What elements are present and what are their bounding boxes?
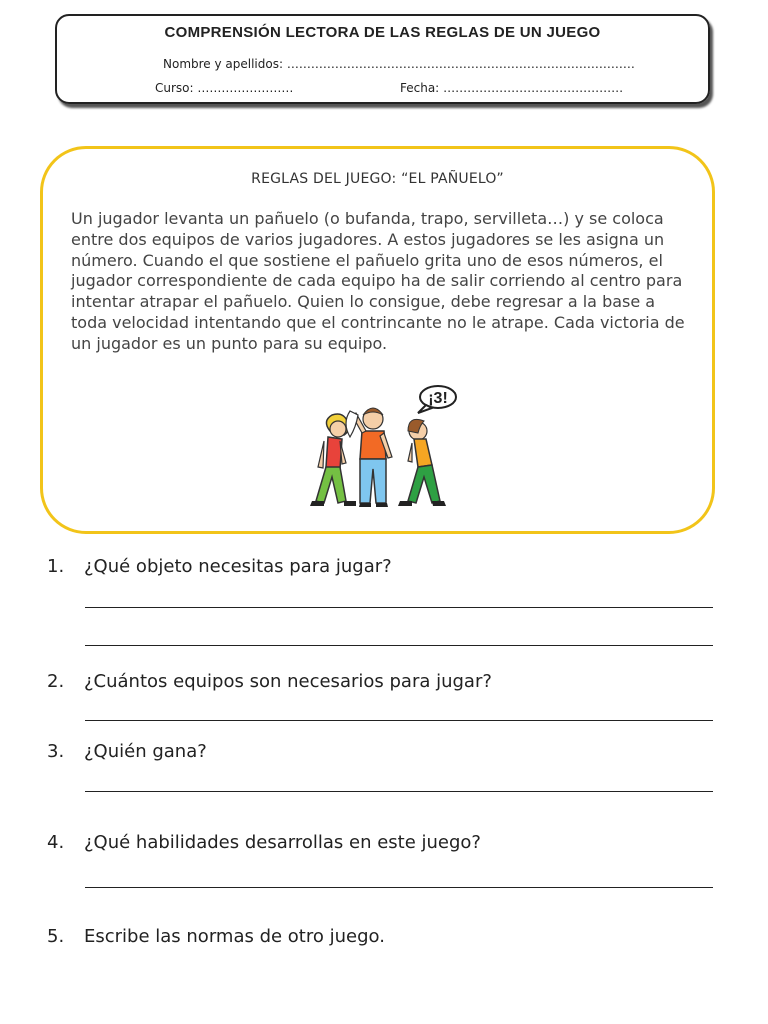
- question-4: [47, 832, 481, 853]
- date-blank[interactable]: ………………………………………: [443, 81, 624, 95]
- student-info-header: [55, 14, 710, 104]
- question-2: [47, 671, 492, 692]
- question-3: [47, 741, 207, 762]
- question-text: Escribe las normas de otro juego.: [84, 926, 385, 947]
- question-1: [47, 556, 392, 577]
- rules-text: Un jugador levanta un pañuelo (o bufanda, trapo, servilleta…) y se coloca entre dos equipos de varios jugadores. A estos jugadores se les asigna un número. Cuando el que sostiene el pañuelo grita uno de esos números, el jugador correspondiente de cada equipo ha de salir corriendo al centro para intentar atrapar el pañuelo. Quien lo consigue, debe regresar a la base a toda velocidad intentando que el contrincante no le atrape. Cada victoria de un jugador es un punto para su equipo.: [71, 209, 685, 353]
- rules-panel: [40, 146, 715, 534]
- question-text: ¿Qué habilidades desarrollas en este juego?: [84, 832, 481, 853]
- speech-bubble-text: ¡3!: [428, 390, 448, 407]
- question-5: [47, 926, 385, 947]
- date-field[interactable]: [400, 81, 623, 95]
- speech-bubble: [418, 386, 456, 413]
- name-field[interactable]: [163, 57, 635, 71]
- answer-line-1b[interactable]: [85, 645, 713, 646]
- question-text: ¿Quién gana?: [84, 741, 207, 762]
- name-label: Nombre y apellidos:: [163, 57, 284, 71]
- players-illustration: [268, 385, 478, 521]
- course-field[interactable]: [155, 81, 293, 95]
- question-number: 3.: [47, 741, 65, 762]
- date-label: Fecha:: [400, 81, 440, 95]
- answer-line-1a[interactable]: [85, 607, 713, 608]
- answer-line-4[interactable]: [85, 887, 713, 888]
- question-text: ¿Qué objeto necesitas para jugar?: [84, 556, 392, 577]
- question-number: 1.: [47, 556, 65, 577]
- question-number: 2.: [47, 671, 65, 692]
- middle-player-figure: [346, 408, 392, 507]
- right-player-figure: [398, 419, 446, 506]
- answer-line-3[interactable]: [85, 791, 713, 792]
- rules-title: REGLAS DEL JUEGO: “EL PAÑUELO”: [251, 171, 504, 187]
- answer-line-2[interactable]: [85, 720, 713, 721]
- worksheet-title: COMPRENSIÓN LECTORA DE LAS REGLAS DE UN JUEGO: [164, 24, 601, 41]
- course-label: Curso:: [155, 81, 194, 95]
- question-number: 5.: [47, 926, 65, 947]
- course-blank[interactable]: ……………………: [197, 81, 294, 95]
- name-blank[interactable]: ……………………………………………………………………………: [286, 57, 635, 71]
- question-text: ¿Cuántos equipos son necesarios para jugar?: [84, 671, 492, 692]
- question-number: 4.: [47, 832, 65, 853]
